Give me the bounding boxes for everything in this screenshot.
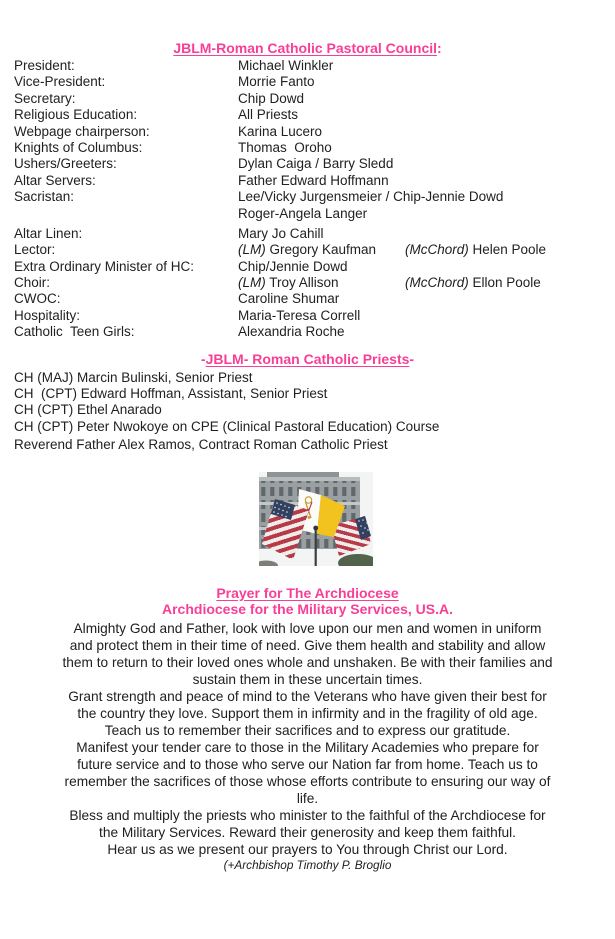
council-row bbox=[0, 291, 615, 307]
location-tag: (McChord) bbox=[405, 242, 469, 258]
role-label: President: bbox=[14, 58, 75, 73]
council-row bbox=[0, 173, 615, 189]
role-label bbox=[14, 206, 238, 222]
role-value-mcchord: (McChord) Helen Poole bbox=[405, 242, 547, 258]
role-value: Chip/Jennie Dowd bbox=[238, 258, 348, 274]
role-label: Ushers/Greeters: bbox=[14, 156, 117, 172]
prayer-line: and protect them in their time of need. Give them health and stability and allow bbox=[69, 637, 546, 653]
council-row bbox=[0, 324, 615, 340]
council-title-text: JBLM-Roman Catholic Pastoral Council bbox=[173, 40, 438, 56]
prayer-line: the Military Services. Reward their generosity and keep them faithful. bbox=[99, 824, 516, 840]
role-value: Michael Winkler bbox=[238, 58, 334, 73]
role-label: Lector: bbox=[14, 242, 56, 258]
council-row bbox=[0, 275, 615, 291]
role-value: Father Edward Hoffmann bbox=[238, 172, 389, 188]
prayer-line: Manifest your tender care to those in the Military Academies who prepare for bbox=[76, 739, 539, 755]
prayer-line: Bless and multiply the priests who minister to the faithful of the Archdiocese for bbox=[69, 807, 546, 823]
role-value-mcchord: (McChord) Ellon Poole bbox=[405, 275, 541, 291]
role-value: Dylan Caiga / Barry Sledd bbox=[238, 156, 394, 172]
role-value-local: (LM) Troy Allison bbox=[238, 275, 339, 291]
council-row bbox=[0, 226, 615, 242]
role-label: Hospitality: bbox=[14, 307, 81, 323]
role-value: Chip Dowd bbox=[238, 90, 305, 106]
location-tag: (LM) bbox=[238, 242, 266, 258]
role-label: Catholic Teen Girls: bbox=[14, 324, 135, 340]
prayer-line: remember the sacrifices of those whose efforts contribute to ensuring our way of bbox=[64, 773, 551, 789]
role-value: Morrie Fanto bbox=[238, 74, 315, 90]
vatican-and-us-flags-photo bbox=[259, 472, 373, 566]
council-row bbox=[0, 308, 615, 324]
council-row bbox=[0, 74, 615, 90]
council-row bbox=[0, 107, 615, 123]
council-row bbox=[0, 91, 615, 107]
council-title bbox=[0, 0, 615, 56]
role-label: Extra Ordinary Minister of HC: bbox=[14, 258, 195, 274]
role-label: Religious Education: bbox=[14, 107, 138, 123]
role-value bbox=[238, 242, 546, 258]
role-value: Thomas Oroho bbox=[238, 139, 332, 155]
role-label: Sacristan: bbox=[14, 189, 75, 205]
prayer-text bbox=[0, 620, 615, 858]
council-row bbox=[0, 242, 615, 258]
prayer-line: sustain them in these uncertain times. bbox=[192, 671, 423, 687]
role-value: Mary Jo Cahill bbox=[238, 225, 324, 241]
location-tag: (McChord) bbox=[405, 275, 469, 291]
prayer-line: the country they love. Support them in infirmity and in the fragility of old age. bbox=[77, 705, 538, 721]
prayer-line: Teach us to remember their sacrifices and to express our gratitude. bbox=[104, 722, 511, 738]
role-label: Altar Servers: bbox=[14, 172, 96, 188]
prayer-line: future service and to those who serve our Nation far from home. Teach us to bbox=[77, 756, 538, 772]
flags-photo-container bbox=[259, 472, 373, 566]
role-label: Knights of Columbus: bbox=[14, 139, 143, 155]
prayer-attribution: (+Archbishop Timothy P. Broglio bbox=[223, 857, 392, 872]
role-label: Choir: bbox=[14, 275, 51, 291]
council-row bbox=[0, 58, 615, 74]
priests-title-text: JBLM- Roman Catholic Priests bbox=[205, 350, 410, 367]
priest-line: CH (CPT) Ethel Anarado bbox=[14, 402, 162, 418]
role-label: Altar Linen: bbox=[14, 225, 83, 241]
role-value: Maria-Teresa Correll bbox=[238, 307, 361, 323]
role-label: Webpage chairperson: bbox=[14, 123, 150, 139]
role-value: All Priests bbox=[238, 107, 299, 123]
prayer-line: Almighty God and Father, look with love upon our men and women in uniform bbox=[73, 620, 542, 636]
role-label: Secretary: bbox=[14, 90, 76, 106]
role-value bbox=[238, 275, 541, 291]
council-row bbox=[0, 206, 615, 222]
council-row bbox=[0, 140, 615, 156]
priest-line: CH (CPT) Peter Nwokoye on CPE (Clinical Pastoral Education) Course bbox=[14, 418, 440, 434]
prayer-line: life. bbox=[296, 790, 319, 806]
prayer-title bbox=[0, 586, 615, 601]
role-label: Vice-President: bbox=[14, 74, 106, 90]
priests-list bbox=[0, 370, 615, 454]
council-roster bbox=[0, 58, 615, 341]
council-row bbox=[0, 124, 615, 140]
council-row bbox=[0, 156, 615, 172]
role-value: Alexandria Roche bbox=[238, 324, 345, 340]
role-value: Lee/Vicky Jurgensmeier / Chip-Jennie Dowd bbox=[238, 189, 504, 205]
council-title-colon: : bbox=[437, 40, 442, 56]
priest-line: Reverend Father Alex Ramos, Contract Roman Catholic Priest bbox=[14, 437, 388, 453]
priests-title-prefix: - bbox=[200, 350, 206, 367]
prayer-line: Hear us as we present our prayers to You through Christ our Lord. bbox=[107, 841, 508, 857]
prayer-subtitle: Archdiocese for the Military Services, US.A. bbox=[162, 600, 453, 617]
role-label: CWOC: bbox=[14, 291, 61, 307]
prayer-line: Grant strength and peace of mind to the Veterans who have given their best for bbox=[68, 688, 547, 704]
priests-title bbox=[0, 352, 615, 367]
role-value: Roger-Angela Langer bbox=[238, 205, 368, 221]
priest-line: CH (CPT) Edward Hoffman, Assistant, Senior Priest bbox=[14, 386, 328, 402]
council-row bbox=[0, 189, 615, 205]
priests-title-suffix: - bbox=[409, 350, 415, 367]
role-value: Caroline Shumar bbox=[238, 291, 340, 307]
council-row bbox=[0, 259, 615, 275]
role-value-local: (LM) Gregory Kaufman bbox=[238, 242, 377, 258]
prayer-title-text: Prayer for The Archdiocese bbox=[216, 584, 399, 601]
location-tag: (LM) bbox=[238, 275, 266, 291]
role-value: Karina Lucero bbox=[238, 123, 323, 139]
priest-line: CH (MAJ) Marcin Bulinski, Senior Priest bbox=[14, 369, 253, 385]
prayer-line: them to return to their loved ones whole and unshaken. Be with their families and bbox=[62, 654, 553, 670]
